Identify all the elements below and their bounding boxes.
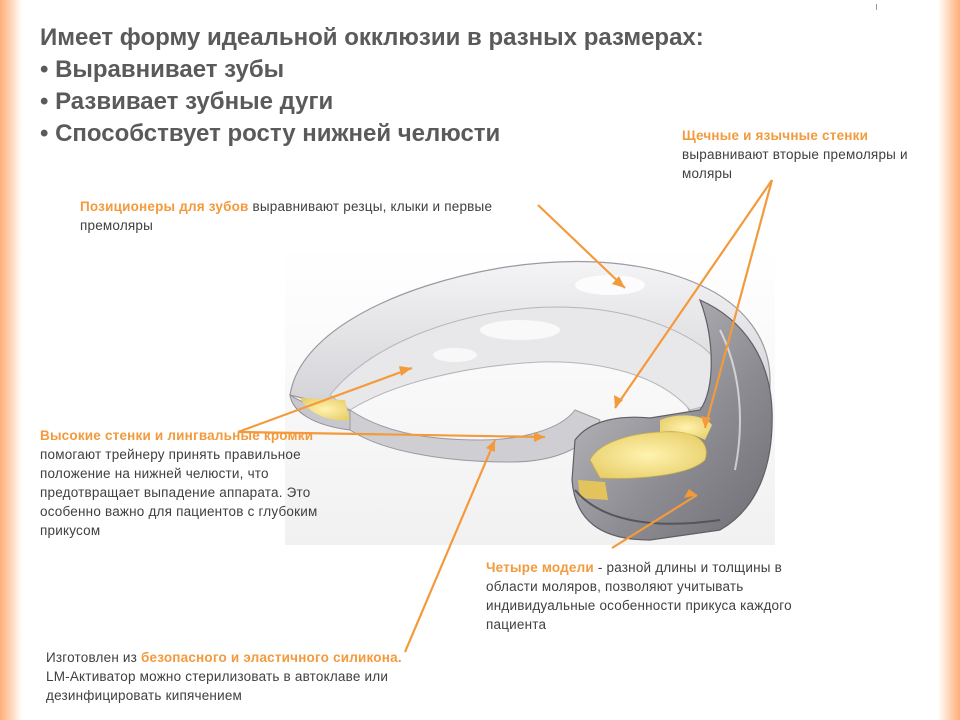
callout-positioners-highlight: Позиционеры для зубов <box>80 199 249 214</box>
callout-material-highlight: безопасного и эластичного силикона. <box>141 650 402 665</box>
callout-material-text: LM-Активатор можно стерилизовать в автоклаве или дезинфицировать кипячением <box>46 669 389 703</box>
rim-highlight <box>575 275 645 295</box>
callout-material <box>46 648 426 705</box>
callout-walls-text: помогают трейнеру принять правильное положение на нижней челюсти, что предотвращает выпадение аппарата. Это особенно важно для пациентов с глубоким прикусом <box>40 447 318 538</box>
heading-bullet-1: • Выравнивает зубы <box>40 56 285 83</box>
tray-highlight <box>480 320 560 340</box>
callout-four-models <box>486 558 804 634</box>
heading-bullet-2: • Развивает зубные дуги <box>40 88 334 115</box>
callout-cheek-highlight: Щечные и язычные стенки <box>682 128 869 143</box>
heading-title: Имеет форму идеальной окклюзии в разных размерах: <box>40 24 704 51</box>
callout-cheek-walls <box>682 126 944 183</box>
callout-models-text: - разной длины и толщины в области моляров, позволяют учитывать индивидуальные особенности прикуса каждого пациента <box>486 560 792 632</box>
callout-positioners <box>80 197 510 235</box>
heading-bullet-3: • Способствует росту нижней челюсти <box>40 120 501 147</box>
callout-models-highlight: Четыре модели <box>486 560 594 575</box>
callout-material-prefix: Изготовлен из <box>46 650 142 665</box>
tray-highlight-2 <box>433 348 477 362</box>
callout-high-walls <box>40 426 325 540</box>
callout-positioners-text: выравнивают резцы, клыки и первые премоляры <box>80 199 493 233</box>
callout-cheek-text: выравнивают вторые премоляры и моляры <box>682 147 908 181</box>
callout-walls-highlight: Высокие стенки и лингвальные кромки <box>40 428 314 443</box>
